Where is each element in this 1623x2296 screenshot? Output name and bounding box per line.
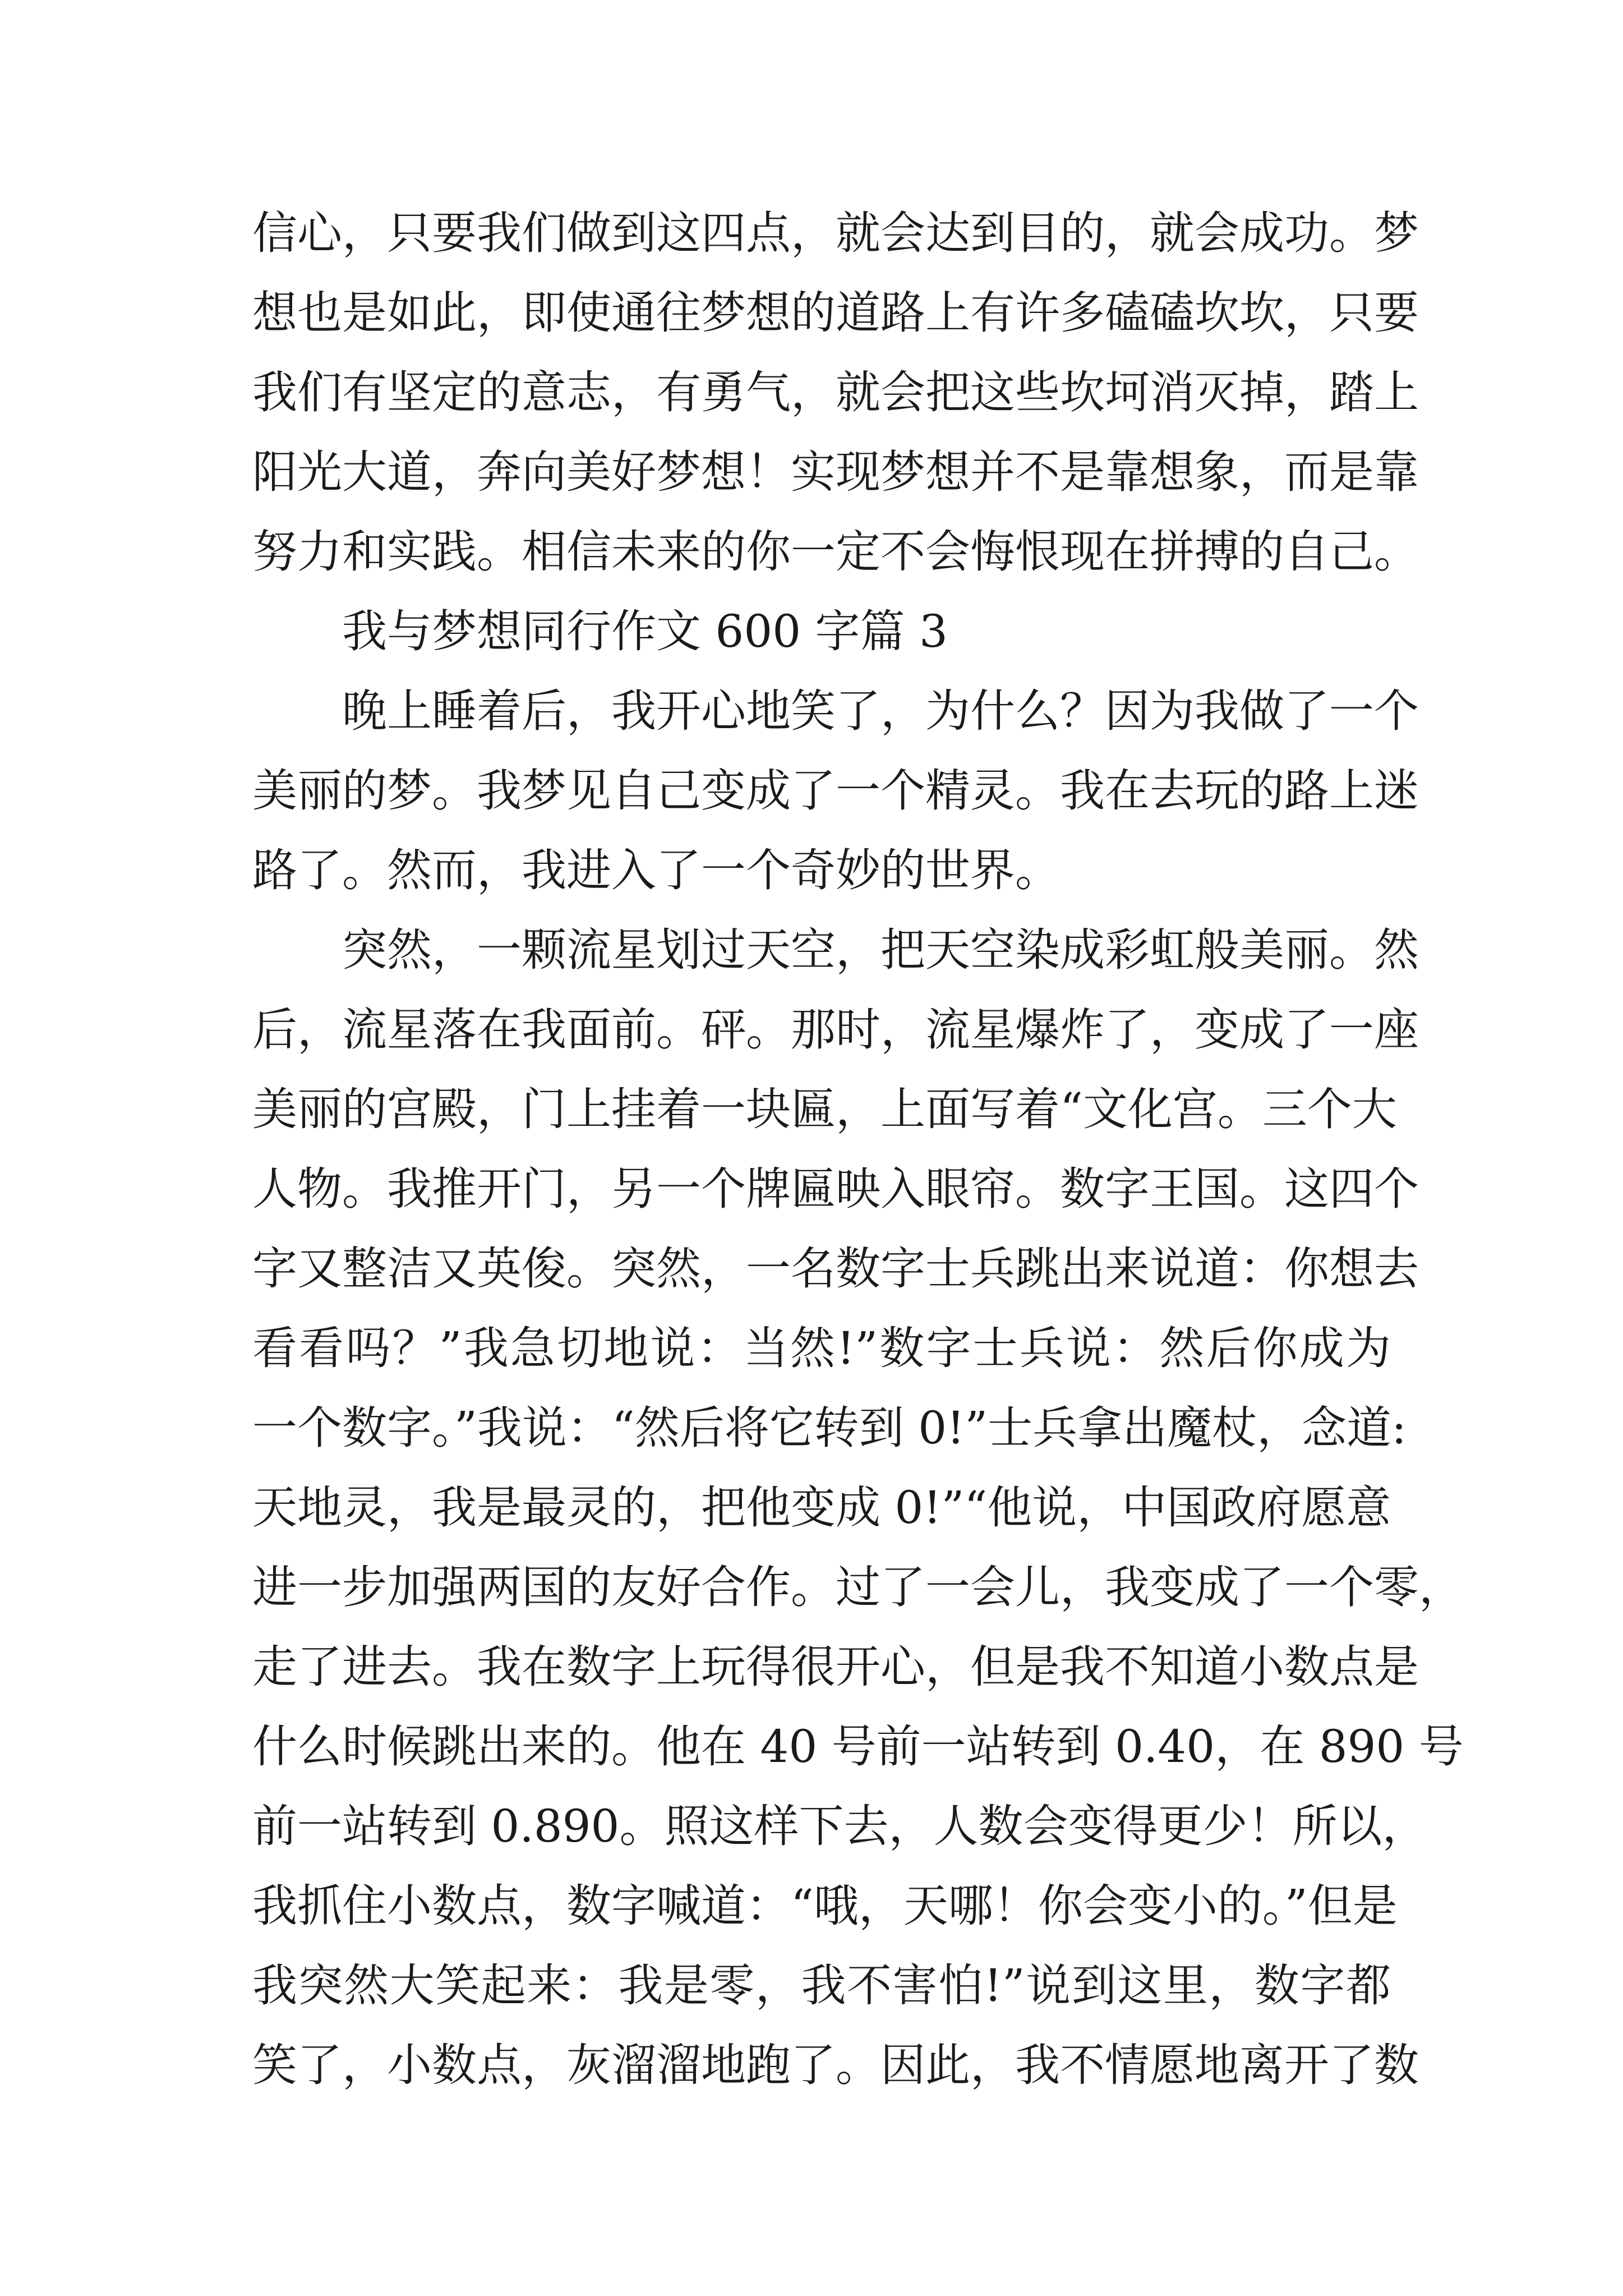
text-line: 一个数字。”我说：“然后将它转到 0!”士兵拿出魔杖，念道:	[252, 1402, 1407, 1454]
text-line: 阳光大道，奔向美好梦想！实现梦想并不是靠想象，而是靠	[252, 446, 1419, 498]
text-line: 走了进去。我在数字上玩得很开心，但是我不知道小数点是	[252, 1641, 1419, 1693]
text-line: 路了。然而，我进入了一个奇妙的世界。	[252, 844, 1060, 896]
paragraph-first-line: 晚上睡着后，我开心地笑了，为什么？因为我做了一个	[342, 685, 1419, 737]
text-line: 美丽的宫殿，门上挂着一块匾，上面写着“文化宫。三个大	[252, 1083, 1397, 1135]
text-line: 想也是如此，即使通往梦想的道路上有许多磕磕坎坎，只要	[252, 287, 1419, 339]
text-line: 我们有坚定的意志，有勇气，就会把这些坎坷消灭掉，踏上	[252, 366, 1419, 418]
text-line: 努力和实践。相信未来的你一定不会悔恨现在拼搏的自己。	[252, 526, 1419, 578]
text-line: 天地灵，我是最灵的，把他变成 0!”“他说，中国政府愿意	[252, 1481, 1391, 1534]
text-line: 信心，只要我们做到这四点，就会达到目的，就会成功。梦	[252, 207, 1419, 259]
text-line: 笑了，小数点，灰溜溜地跑了。因此，我不情愿地离开了数	[252, 2039, 1419, 2091]
text-line: 我抓住小数点，数字喊道：“哦，天哪！你会变小的。”但是	[252, 1880, 1398, 1932]
text-line: 人物。我推开门，另一个牌匾映入眼帘。数字王国。这四个	[252, 1163, 1419, 1215]
text-line: 进一步加强两国的友好合作。过了一会儿，我变成了一个零，	[252, 1561, 1464, 1613]
text-line: 看看吗？”我急切地说：当然!”数字士兵说：然后你成为	[252, 1322, 1391, 1374]
text-line: 后，流星落在我面前。砰。那时，流星爆炸了，变成了一座	[252, 1004, 1419, 1056]
text-line: 什么时候跳出来的。他在 40 号前一站转到 0.40，在 890 号	[252, 1720, 1464, 1773]
text-line: 字又整洁又英俊。突然，一名数字士兵跳出来说道：你想去	[252, 1243, 1419, 1295]
text-line: 我突然大笑起来：我是零，我不害怕!”说到这里，数字都	[252, 1959, 1391, 2012]
paragraph-first-line: 突然，一颗流星划过天空，把天空染成彩虹般美丽。然	[342, 924, 1419, 976]
essay-body	[252, 194, 1464, 2105]
text-line: 前一站转到 0.890。照这样下去，人数会变得更少！所以，	[252, 1800, 1427, 1852]
text-line: 美丽的梦。我梦见自己变成了一个精灵。我在去玩的路上迷	[252, 765, 1419, 817]
section-heading: 我与梦想同行作文 600 字篇 3	[342, 605, 948, 657]
